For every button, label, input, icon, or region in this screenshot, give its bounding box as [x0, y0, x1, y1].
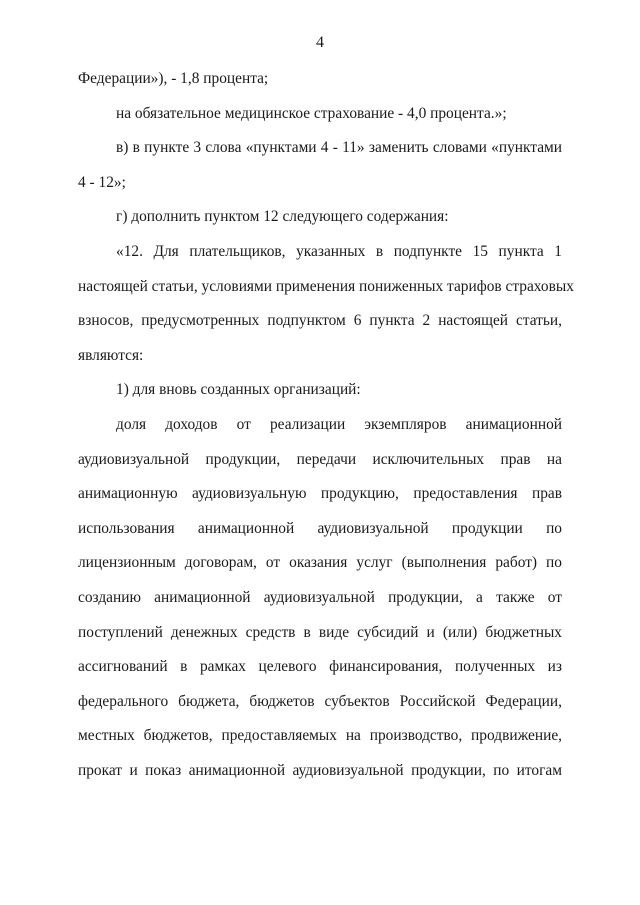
text-line: анимационную аудиовизуальную продукцию, предоставления прав	[78, 485, 562, 503]
text-line: ассигнований в рамках целевого финансирования, полученных из	[78, 658, 562, 676]
text-line: взносов, предусмотренных подпунктом 6 пункта 2 настоящей статьи,	[78, 312, 562, 330]
text-line: местных бюджетов, предоставляемых на производство, продвижение,	[78, 727, 562, 745]
text-line: доля доходов от реализации экземпляров анимационной	[116, 415, 562, 433]
text-line: 1) для вновь созданных организаций:	[116, 381, 361, 399]
text-line: лицензионным договорам, от оказания услуг (выполнения работ) по	[78, 554, 562, 572]
text-line: являются:	[78, 346, 144, 364]
text-line: созданию анимационной аудиовизуальной продукции, а также от	[78, 588, 562, 606]
text-line: Федерации»), - 1,8 процента;	[78, 70, 269, 87]
text-line: «12. Для плательщиков, указанных в подпункте 15 пункта 1	[116, 242, 562, 260]
page-number: 4	[316, 34, 324, 51]
document-body	[78, 62, 574, 788]
text-line: прокат и показ анимационной аудиовизуальной продукции, по итогам	[78, 761, 562, 779]
text-line: аудиовизуальной продукции, передачи исключительных прав на	[78, 450, 562, 468]
text-line: федерального бюджета, бюджетов субъектов Российской Федерации,	[78, 692, 562, 710]
text-line: настоящей статьи, условиями применения пониженных тарифов страховых	[78, 277, 574, 295]
text-line: поступлений денежных средств в виде субсидий и (или) бюджетных	[78, 623, 562, 641]
text-line: на обязательное медицинское страхование - 4,0 процента.»;	[116, 104, 507, 122]
text-line: г) дополнить пунктом 12 следующего содержания:	[116, 208, 449, 226]
text-line: в) в пункте 3 слова «пунктами 4 - 11» заменить словами «пунктами	[116, 139, 562, 157]
text-line: использования анимационной аудиовизуальной продукции по	[78, 519, 562, 537]
text-line: 4 - 12»;	[78, 173, 126, 191]
